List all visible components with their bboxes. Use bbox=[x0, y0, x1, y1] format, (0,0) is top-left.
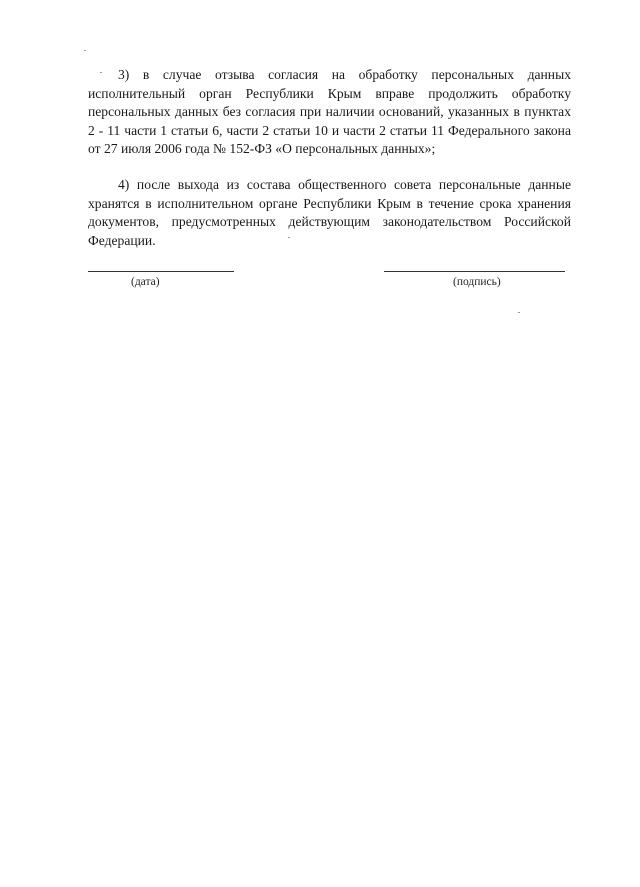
scan-speck bbox=[288, 237, 290, 238]
scan-speck bbox=[518, 312, 520, 313]
signature-caption: (подпись) bbox=[453, 276, 501, 288]
date-blank-line bbox=[88, 271, 234, 272]
scan-speck bbox=[100, 72, 102, 73]
date-caption: (дата) bbox=[131, 276, 160, 288]
signature-blank-line bbox=[384, 271, 565, 272]
paragraph-item-3: 3) в случае отзыва согласия на обработку персональных данных исполнительный орган Республики Крым вправе продолжить обработку персональных данных без согласия при наличии оснований, указанных в пунктах 2 - 11 части 1 статьи 6, части 2 статьи 10 и части 2 статьи 11 Федерального закона от 27 июля 2006 года № 152-ФЗ «О персональных данных»; bbox=[88, 67, 571, 157]
scan-speck bbox=[84, 50, 86, 51]
paragraph-item-4: 4) после выхода из состава общественного совета персональные данные хранятся в исполнительном органе Республики Крым в течение срока хранения документов, предусмотренных действующим законодательством Российской Федерации. bbox=[88, 177, 571, 248]
